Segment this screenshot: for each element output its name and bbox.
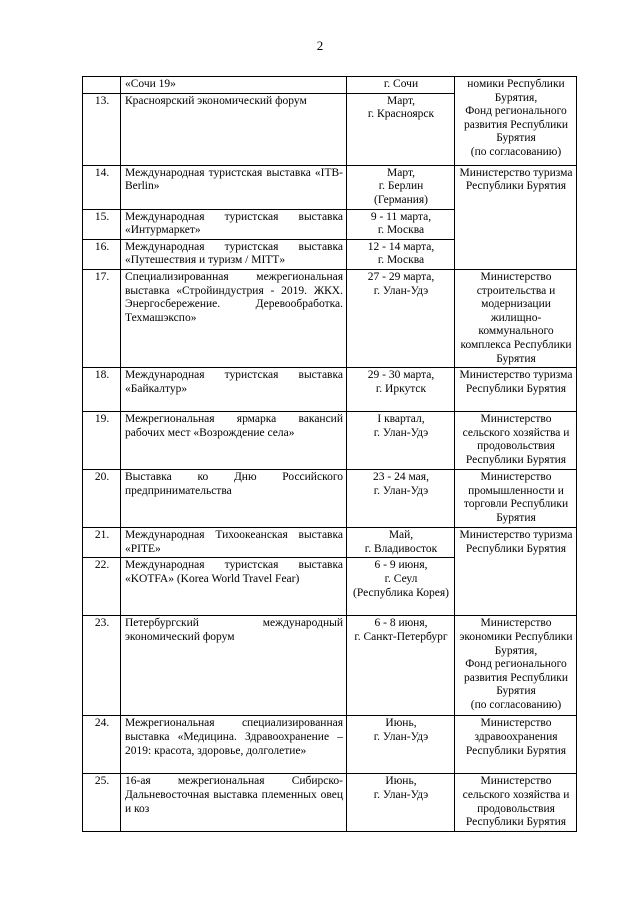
event-date-place: Июнь, г. Улан-Удэ [347,774,455,832]
event-name: Международная туристская выставка «ITB-Berlin» [121,165,347,209]
event-date-place: 27 - 29 марта, г. Улан-Удэ [347,269,455,367]
event-name: Международная туристская выставка «Байкалтур» [121,368,347,412]
event-date-place: г. Сочи [347,77,455,94]
responsible-organization: Министерство сельского хозяйства и продовольствия Республики Бурятия [455,412,577,470]
event-name: Межрегиональная ярмарка вакансий рабочих мест «Возрождение села» [121,412,347,470]
responsible-organization: Министерство сельского хозяйства и продовольствия Республики Бурятия [455,774,577,832]
page-number: 2 [316,38,324,53]
event-date-place: 12 - 14 марта, г. Москва [347,239,455,269]
event-name: Международная туристская выставка «KOTFA» (Korea World Travel Fear) [121,558,347,616]
table-row [83,774,577,832]
table-row [83,412,577,470]
table-row [83,269,577,367]
responsible-organization: Министерство строительства и модернизации жилищно-коммунального комплекса Республики Бурятия [455,269,577,367]
responsible-organization: Министерство экономики Республики Бурятия, Фонд регионального развития Республики Бурятия (по согласованию) [455,616,577,716]
event-date-place: Июнь, г. Улан-Удэ [347,716,455,774]
row-number: 24. [83,716,121,774]
table-row [83,165,577,209]
table-row [83,470,577,528]
row-number: 23. [83,616,121,716]
event-name: Выставка ко Дню Российского предпринимательства [121,470,347,528]
event-date-place: 29 - 30 марта, г. Иркутск [347,368,455,412]
row-number: 18. [83,368,121,412]
event-name: Специализированная межрегиональная выставка «Стройиндустрия - 2019. ЖКХ. Энергосбережение. Деревообработка. Техмашэкспо» [121,269,347,367]
event-name: «Сочи 19» [121,77,347,94]
event-name: Международная туристская выставка «Путешествия и туризм / MITT» [121,239,347,269]
event-date-place: 6 - 8 июня, г. Санкт-Петербург [347,616,455,716]
row-number: 17. [83,269,121,367]
responsible-organization: Министерство промышленности и торговли Республики Бурятия [455,470,577,528]
event-name: Межрегиональная специализированная выставка «Медицина. Здравоохранение – 2019: красота, здоровье, долголетие» [121,716,347,774]
table-row [83,716,577,774]
event-date-place: Март, г. Красноярск [347,93,455,165]
events-table [82,76,577,832]
table-row [83,528,577,558]
row-number: 21. [83,528,121,558]
row-number: 25. [83,774,121,832]
responsible-organization: Министерство туризма Республики Бурятия [455,528,577,616]
responsible-organization: Министерство туризма Республики Бурятия [455,165,577,269]
row-number: 16. [83,239,121,269]
table-row [83,616,577,716]
table-row [83,368,577,412]
row-number: 15. [83,209,121,239]
row-number [83,77,121,94]
responsible-organization: Министерство здравоохранения Республики Бурятия [455,716,577,774]
event-name: Международная Тихоокеанская выставка «PITE» [121,528,347,558]
event-date-place: Май, г. Владивосток [347,528,455,558]
event-name: Петербургский международный экономический форум [121,616,347,716]
event-date-place: 9 - 11 марта, г. Москва [347,209,455,239]
responsible-organization: номики Республики Бурятия, Фонд регионального развития Республики Бурятия (по согласованию) [455,77,577,166]
event-name: 16-ая межрегиональная Сибирско-Дальневосточная выставка племенных овец и коз [121,774,347,832]
event-date-place: 23 - 24 мая, г. Улан-Удэ [347,470,455,528]
event-name: Международная туристская выставка «Интурмаркет» [121,209,347,239]
responsible-organization: Министерство туризма Республики Бурятия [455,368,577,412]
table-row [83,77,577,94]
event-date-place: 6 - 9 июня, г. Сеул (Республика Корея) [347,558,455,616]
event-date-place: Март, г. Берлин (Германия) [347,165,455,209]
row-number: 13. [83,93,121,165]
event-date-place: I квартал, г. Улан-Удэ [347,412,455,470]
row-number: 20. [83,470,121,528]
row-number: 22. [83,558,121,616]
row-number: 14. [83,165,121,209]
event-name: Красноярский экономический форум [121,93,347,165]
row-number: 19. [83,412,121,470]
